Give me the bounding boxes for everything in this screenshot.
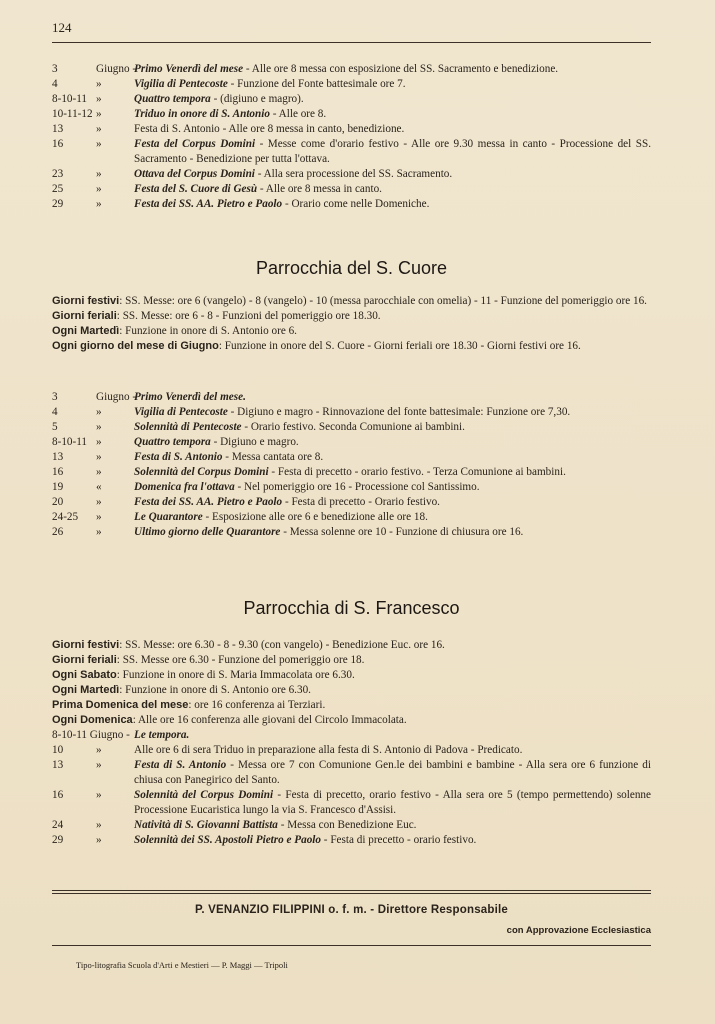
schedule-label: Prima Domenica del mese (52, 699, 189, 711)
event-text (134, 450, 651, 465)
schedule-line (52, 339, 651, 354)
event-date: 4 (52, 406, 58, 418)
event-text (134, 743, 651, 758)
event-desc: - (digiuno e magro). (210, 93, 304, 105)
event-text (134, 62, 651, 77)
event-desc: - Festa di precetto - orario festivo. - Terza Comunione ai bambini. (268, 466, 566, 478)
event-date: 10 (52, 744, 64, 756)
list-item (52, 390, 651, 405)
event-month: » (96, 421, 102, 433)
schedule-text: : Funzione in onore di S. Maria Immacolata ore 6.30. (116, 669, 355, 681)
event-date: 16 (52, 138, 64, 150)
schedule-text: : SS. Messe ore 6.30 - Funzione del pomeriggio ore 18. (116, 654, 365, 666)
event-month: » (96, 123, 102, 135)
event-desc: - Orario festivo. Seconda Comunione ai bambini. (241, 421, 465, 433)
event-title: Solennità del Corpus Domini (134, 466, 269, 478)
event-title: Natività di S. Giovanni Battista (134, 819, 278, 831)
list-item (52, 728, 651, 743)
list-item (52, 420, 651, 435)
event-month: » (96, 834, 102, 846)
event-date: 29 (52, 198, 64, 210)
list-item (52, 182, 651, 197)
event-date: 20 (52, 496, 64, 508)
event-title: Le Quarantore (134, 511, 203, 523)
event-month: » (96, 406, 102, 418)
event-title: Ottava del Corpus Domini (134, 168, 255, 180)
event-text (134, 465, 651, 480)
schedule-text: : SS. Messe: ore 6.30 - 8 - 9.30 (con vangelo) - Benedizione Euc. ore 16. (119, 639, 445, 651)
event-text (134, 525, 651, 540)
list-item (52, 833, 651, 848)
list-item (52, 758, 651, 788)
list-item (52, 450, 651, 465)
schedule-text: : Funzione in onore di S. Antonio ore 6. (119, 325, 297, 337)
schedule-line (52, 653, 651, 668)
event-month: » (96, 789, 102, 801)
event-date: 19 (52, 481, 64, 493)
list-item (52, 137, 651, 167)
event-month: » (96, 511, 102, 523)
event-desc: - Messa ore 7 con Comunione Gen.le dei bambini e bambine - Alla sera ore 6 funzione di chiusa con Panegirico del Santo. (134, 759, 651, 786)
event-date: 16 (52, 789, 64, 801)
schedule-label: Ogni Martedì (52, 325, 120, 337)
director-line: P. VENANZIO FILIPPINI o. f. m. - Direttore Responsabile (194, 904, 509, 916)
event-title: Festa di S. Antonio (134, 451, 223, 463)
event-title: Vigilia di Pentecoste (134, 406, 228, 418)
event-text (134, 788, 651, 818)
event-date: 23 (52, 168, 64, 180)
event-text (134, 435, 651, 450)
event-desc: - Esposizione alle ore 6 e benedizione alle ore 18. (202, 511, 428, 523)
schedule-text: : SS. Messe: ore 6 (vangelo) - 8 (vangelo) - 10 (messa parocchiale con omelia) - 11 - Funzione del pomeriggio ore 16. (119, 295, 647, 307)
event-month: Giugno - (96, 391, 137, 403)
event-text (134, 833, 651, 848)
schedule-label: Ogni Domenica (52, 714, 133, 726)
event-date: 3 (52, 391, 58, 403)
event-title: Domenica fra l'ottava (134, 481, 235, 493)
schedule-text: : Alle ore 16 conferenza alle giovani del Circolo Immacolata. (132, 714, 407, 726)
event-month: » (96, 451, 102, 463)
event-date: 24-25 (52, 511, 79, 523)
event-month: » (96, 78, 102, 90)
list-item (52, 62, 651, 77)
schedule-line (52, 309, 651, 324)
event-desc: - Festa di precetto - Orario festivo. (282, 496, 440, 508)
event-month: » (96, 436, 102, 448)
event-title: Solennità di Pentecoste (134, 421, 242, 433)
cuore-events-list (52, 390, 651, 540)
event-text (134, 405, 651, 420)
event-title: Festa del Corpus Domini (134, 138, 256, 150)
list-item (52, 465, 651, 480)
event-date: 10-11-12 (52, 108, 93, 120)
event-month: » (96, 759, 102, 771)
event-desc: - Digiuno e magro - Rinnovazione del fonte battesimale: Funzione ore 7,30. (227, 406, 571, 418)
event-month: » (96, 168, 102, 180)
heading-parrocchia-s-francesco: Parrocchia di S. Francesco (243, 598, 460, 618)
list-item (52, 480, 651, 495)
schedule-label: Giorni festivi (52, 639, 120, 651)
event-month: » (96, 819, 102, 831)
event-date: 3 (52, 63, 58, 75)
event-date: 29 (52, 834, 64, 846)
top-rule (52, 42, 651, 43)
list-item (52, 435, 651, 450)
event-date: 13 (52, 451, 64, 463)
schedule-line (52, 683, 651, 698)
event-text (134, 167, 651, 182)
event-date: 13 (52, 123, 64, 135)
event-title: Primo Venerdì del mese. (134, 391, 246, 403)
schedule-label: Ogni giorno del mese di Giugno (52, 340, 219, 352)
event-month: » (96, 526, 102, 538)
event-text (134, 818, 651, 833)
event-month: » (96, 744, 102, 756)
event-month: « (96, 481, 102, 493)
list-item (52, 743, 651, 758)
event-desc: - Festa di precetto, orario festivo - Alla sera ore 5 (tempo permettendo) solenne Processione Eucaristica lungo la via S. Francesco d'Assisi. (134, 789, 651, 816)
event-text (134, 510, 651, 525)
event-title: Vigilia di Pentecoste (134, 78, 228, 90)
schedule-text: : ore 16 conferenza ai Terziari. (188, 699, 326, 711)
schedule-label: Giorni festivi (52, 295, 120, 307)
event-text (134, 197, 651, 212)
schedule-label: Ogni Martedì (52, 684, 120, 696)
event-date: 24 (52, 819, 64, 831)
event-date: 4 (52, 78, 58, 90)
schedule-line (52, 668, 651, 683)
list-item (52, 788, 651, 818)
event-desc: Alle ore 6 di sera Triduo in preparazione alla festa di S. Antonio di Padova - Predicato. (134, 744, 523, 756)
event-desc: - Messa con Benedizione Euc. (277, 819, 417, 831)
printer-line: Tipo-litografia Scuola d'Arti e Mestieri — P. Maggi — Tripoli (76, 960, 288, 970)
event-month: » (96, 93, 102, 105)
event-text (134, 758, 651, 788)
event-date: 13 (52, 759, 64, 771)
event-desc: - Nel pomeriggio ore 16 - Processione col Santissimo. (234, 481, 480, 493)
event-text (134, 107, 651, 122)
event-title: Ultimo giorno delle Quarantore (134, 526, 281, 538)
event-month: » (96, 198, 102, 210)
cuore-schedule (52, 294, 651, 354)
event-date: 16 (52, 466, 64, 478)
event-desc: - Festa di precetto - orario festivo. (321, 834, 477, 846)
list-item (52, 167, 651, 182)
schedule-line (52, 698, 651, 713)
event-text (134, 77, 651, 92)
footer-double-rule (52, 890, 651, 896)
event-desc: - Alle ore 8 messa in canto. (257, 183, 382, 195)
event-text (134, 420, 651, 435)
event-text (134, 480, 651, 495)
event-desc: Festa di S. Antonio - Alle ore 8 messa in canto, benedizione. (134, 123, 405, 135)
event-text (134, 137, 651, 167)
schedule-text: : Funzione in onore di S. Antonio ore 6.30. (119, 684, 311, 696)
event-desc: - Alla sera processione del SS. Sacramento. (254, 168, 453, 180)
june-events-list (52, 62, 651, 212)
event-title: Festa di S. Antonio (134, 759, 227, 771)
list-item (52, 510, 651, 525)
event-title: Quattro tempora (134, 436, 211, 448)
event-desc: - Messe come d'orario festivo - Alle ore 9.30 messa in canto - Processione del SS. Sacramento - Benedizione per tutta l'ottava. (134, 138, 652, 165)
schedule-text: : SS. Messe: ore 6 - 8 - Funzioni del pomeriggio ore 18.30. (116, 310, 381, 322)
event-desc: - Digiuno e magro. (210, 436, 299, 448)
event-month: » (96, 108, 102, 120)
schedule-label: Giorni feriali (52, 654, 117, 666)
schedule-label: Ogni Sabato (52, 669, 117, 681)
list-item (52, 77, 651, 92)
event-date: 25 (52, 183, 64, 195)
event-desc: - Alle ore 8. (269, 108, 327, 120)
event-text (134, 495, 651, 510)
event-title: Solennità dei SS. Apostoli Pietro e Paolo (134, 834, 321, 846)
event-desc: - Orario come nelle Domeniche. (282, 198, 430, 210)
event-text (134, 390, 651, 405)
event-desc: - Messa solenne ore 10 - Funzione di chiusura ore 16. (280, 526, 524, 538)
list-item (52, 122, 651, 137)
event-title: Triduo in onore di S. Antonio (134, 108, 270, 120)
event-title: Solennità del Corpus Domini (134, 789, 274, 801)
event-date: 8-10-11 (52, 436, 88, 448)
schedule-label: Giorni feriali (52, 310, 117, 322)
event-date: 5 (52, 421, 58, 433)
event-month: » (96, 496, 102, 508)
event-title: Quattro tempora (134, 93, 211, 105)
list-item (52, 107, 651, 122)
bottom-rule (52, 945, 651, 946)
event-desc: - Funzione del Fonte battesimale ore 7. (227, 78, 406, 90)
schedule-line (52, 713, 651, 728)
event-title: Festa dei SS. AA. Pietro e Paolo (134, 198, 283, 210)
event-month: » (96, 466, 102, 478)
francesco-events (52, 728, 651, 848)
heading-parrocchia-s-cuore: Parrocchia del S. Cuore (255, 258, 448, 278)
list-item (52, 818, 651, 833)
event-month: Giugno - (96, 63, 137, 75)
schedule-line (52, 638, 651, 653)
event-text (134, 122, 651, 137)
event-title: Festa dei SS. AA. Pietro e Paolo (134, 496, 283, 508)
list-item (52, 495, 651, 510)
list-item (52, 197, 651, 212)
event-text (134, 182, 651, 197)
event-title: Le tempora. (134, 729, 190, 741)
event-desc: - Alle ore 8 messa con esposizione del SS. Sacramento e benedizione. (243, 63, 559, 75)
event-month: » (96, 183, 102, 195)
schedule-line (52, 324, 651, 339)
event-date: 8-10-11 (52, 93, 88, 105)
event-text (134, 92, 651, 107)
schedule-text: : Funzione in onore del S. Cuore - Giorni feriali ore 18.30 - Giorni festivi ore 16. (218, 340, 581, 352)
event-date: 8-10-11 Giugno - (52, 729, 130, 741)
event-title: Primo Venerdì del mese (134, 63, 244, 75)
event-title: Festa del S. Cuore di Gesù (134, 183, 258, 195)
schedule-line (52, 294, 651, 309)
francesco-events-list (52, 743, 651, 848)
event-month: » (96, 138, 102, 150)
list-item (52, 92, 651, 107)
page-number: 124 (52, 20, 72, 35)
list-item (52, 405, 651, 420)
event-desc: - Messa cantata ore 8. (222, 451, 324, 463)
event-date: 26 (52, 526, 64, 538)
approval-line: con Approvazione Ecclesiastica (506, 925, 651, 936)
francesco-schedule (52, 638, 651, 728)
list-item (52, 525, 651, 540)
